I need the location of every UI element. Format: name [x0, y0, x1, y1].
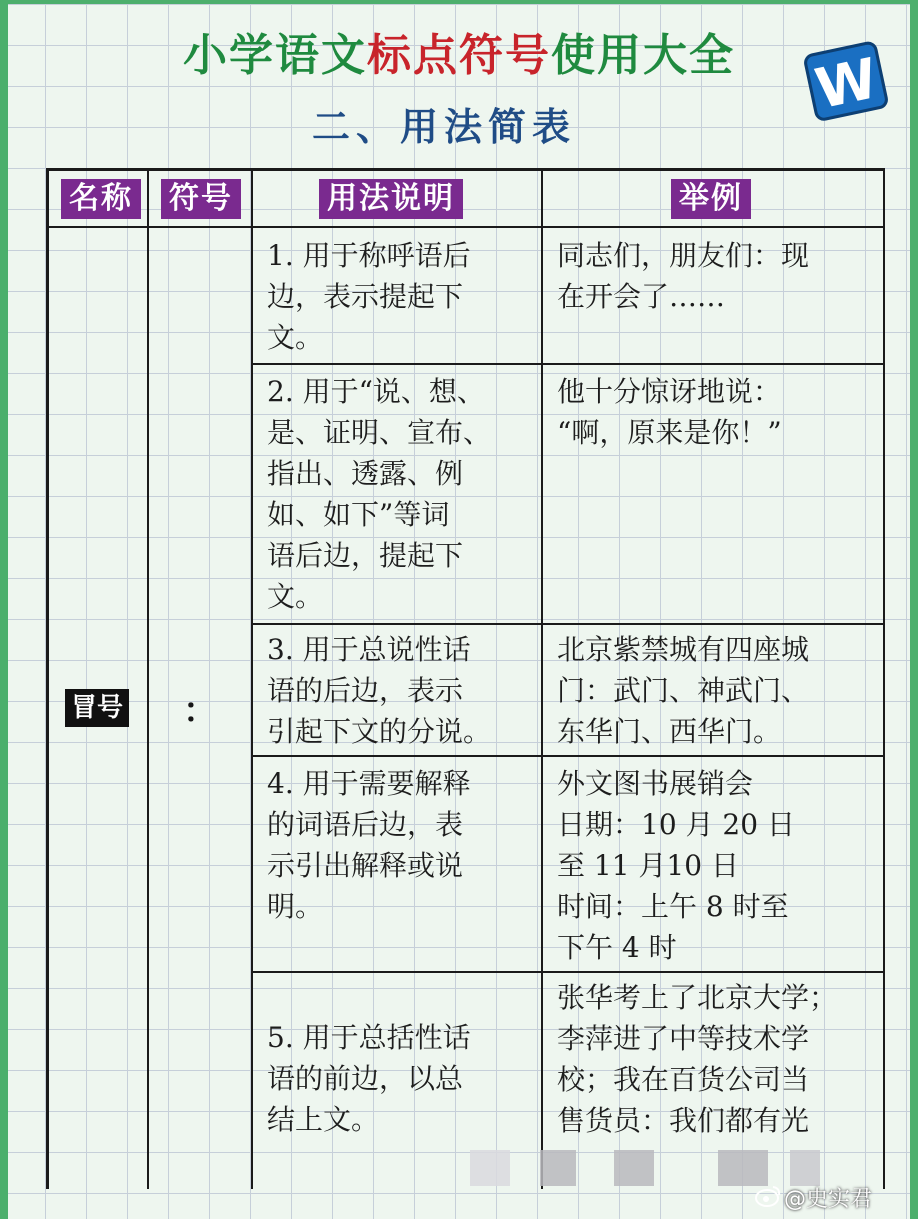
row-divider: [253, 755, 883, 757]
example-line: 北京紫禁城有四座城: [557, 633, 810, 666]
usage-cell: [267, 1017, 471, 1140]
blur-patch: [470, 1150, 510, 1186]
usage-line: 文。: [267, 580, 324, 613]
row-divider: [253, 623, 883, 625]
usage-line: 是、证明、宣布、: [267, 416, 492, 449]
usage-line: 的词语后边，表: [267, 808, 464, 841]
w-letter-badge-icon: [798, 32, 895, 129]
usage-line: 边，表示提起下: [267, 280, 464, 313]
svg-text:W: W: [810, 47, 884, 123]
usage-cell: [267, 371, 491, 617]
example-cell: [557, 629, 809, 752]
example-line: 他十分惊讶地说：: [557, 375, 782, 408]
usage-line: 3. 用于总说性话: [267, 633, 471, 666]
title-part-1: 小学语文: [183, 30, 367, 81]
example-line: 李萍进了中等技术学: [557, 1022, 810, 1055]
usage-line: 2. 用于“说、想、: [267, 375, 485, 408]
row-divider: [253, 363, 883, 365]
row-divider: [253, 971, 883, 973]
usage-line: 1. 用于称呼语后: [267, 239, 471, 272]
example-line: 日期：10 月 20 日: [557, 808, 795, 841]
blur-patch: [614, 1150, 654, 1186]
title-part-3: 使用大全: [551, 30, 735, 81]
usage-line: 语后边，提起下: [267, 539, 464, 572]
example-cell: [557, 763, 795, 968]
usage-line: 指出、透露、例: [267, 457, 464, 490]
watermark: @史实君: [784, 1187, 873, 1212]
usage-line: 明。: [267, 890, 324, 923]
example-line: 外文图书展销会: [557, 767, 754, 800]
usage-line: 语的前边，以总: [267, 1062, 464, 1095]
usage-line: 结上文。: [267, 1103, 380, 1136]
example-cell: [557, 235, 809, 317]
usage-line: 4. 用于需要解释: [267, 767, 471, 800]
usage-cell: [267, 629, 491, 752]
col-divider: [251, 171, 253, 1189]
usage-line: 语的后边，表示: [267, 674, 464, 707]
frame-left-border: [0, 0, 8, 1219]
header-symbol: 符号: [161, 179, 241, 219]
header-example: 举例: [671, 179, 751, 219]
example-cell: [557, 371, 782, 453]
example-line: 张华考上了北京大学；: [557, 981, 838, 1014]
weibo-logo-icon: [754, 1184, 782, 1208]
header-usage: 用法说明: [319, 179, 463, 219]
usage-line: 引起下文的分说。: [267, 715, 492, 748]
example-line: 时间：上午 8 时至: [557, 890, 789, 923]
section-subtitle: 二、用法简表: [312, 104, 577, 149]
example-line: 在开会了……: [557, 280, 726, 313]
blur-patch: [790, 1150, 820, 1186]
usage-cell: [267, 235, 471, 358]
blur-patch: [540, 1150, 576, 1186]
usage-line: 如、如下”等词: [267, 498, 450, 531]
header-divider: [49, 226, 883, 228]
example-line: 东华门、西华门。: [557, 715, 782, 748]
header-name: 名称: [61, 179, 141, 219]
usage-line: 文。: [267, 321, 324, 354]
page-title: [0, 26, 918, 86]
title-part-2: 标点符号: [367, 30, 551, 81]
example-line: 校；我在百货公司当: [557, 1063, 810, 1096]
punctuation-name: 冒号: [65, 689, 129, 727]
blur-patch: [718, 1150, 768, 1186]
usage-line: 5. 用于总括性话: [267, 1021, 471, 1054]
example-line: 至 11 月10 日: [557, 849, 739, 882]
example-line: 售货员：我们都有光: [557, 1104, 810, 1137]
usage-table: [46, 168, 885, 1189]
usage-line: 示引出解释或说: [267, 849, 464, 882]
usage-cell: [267, 763, 471, 927]
col-divider: [541, 171, 543, 1189]
example-line: 下午 4 时: [557, 931, 677, 964]
example-cell: [557, 977, 837, 1141]
example-line: 同志们，朋友们：现: [557, 239, 810, 272]
frame-right-border: [910, 0, 918, 1219]
example-line: “啊，原来是你！”: [557, 416, 782, 449]
col-divider: [147, 171, 149, 1189]
punctuation-symbol: ：: [183, 691, 217, 731]
example-line: 门：武门、神武门、: [557, 674, 810, 707]
frame-top-border: [0, 0, 918, 4]
